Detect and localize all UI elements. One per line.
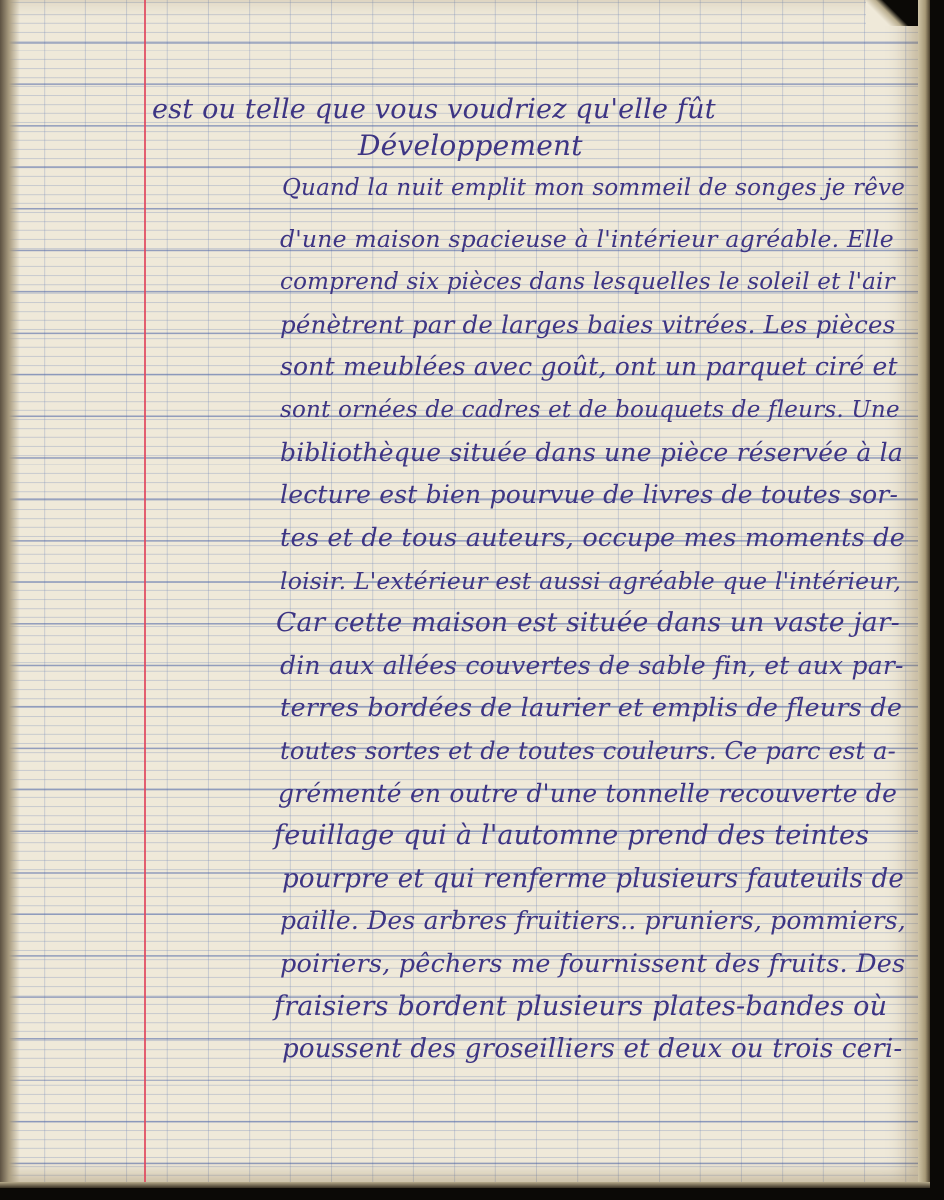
text-line: grémenté en outre d'une tonnelle recouverte de [278,779,898,808]
text-line: bibliothèque située dans une pièce réservée à la [280,438,903,467]
text-line: poussent des groseilliers et deux ou trois ceri- [282,1034,903,1064]
text-line: d'une maison spacieuse à l'intérieur agréable. Elle [280,225,894,253]
text-line: lecture est bien pourvue de livres de toutes sor- [280,480,899,509]
text-line: pénètrent par de larges baies vitrées. Les pièces [280,310,896,339]
text-line: toutes sortes et de toutes couleurs. Ce parc est a- [280,737,896,765]
notebook-spine-shadow [0,0,20,1182]
page-edge [918,0,930,1188]
text-line: pourpre et qui renferme plusieurs fauteuils de [282,864,905,894]
text-line: fraisiers bordent plusieurs plates-bandes où [274,991,888,1022]
page-bottom-edge [0,1182,930,1188]
text-line: sont meublées avec goût, ont un parquet ciré et [280,352,898,381]
text-line: Quand la nuit emplit mon sommeil de songes je rêve [282,175,906,201]
text-line: loisir. L'extérieur est aussi agréable que l'intérieur, [280,567,902,595]
text-line: terres bordées de laurier et emplis de fleurs de [280,693,903,723]
text-line: din aux allées couvertes de sable fin, et aux par- [280,651,904,680]
text-line: tes et de tous auteurs, occupe mes moments de [280,523,905,553]
text-line: feuillage qui à l'automne prend des teintes [274,820,870,851]
text-line: poiriers, pêchers me fournissent des fruits. Des [280,949,906,979]
text-line: sont ornées de cadres et de bouquets de fleurs. Une [280,397,900,423]
text-line: paille. Des arbres fruitiers.. pruniers, pommiers, [280,906,906,935]
text-line: comprend six pièces dans lesquelles le soleil et l'air [280,269,895,295]
handwritten-text-block [146,0,918,1182]
intro-line: est ou telle que vous voudriez qu'elle fût [152,94,716,125]
section-title: Développement [358,129,583,162]
text-line: Car cette maison est située dans un vaste jar- [276,607,900,638]
